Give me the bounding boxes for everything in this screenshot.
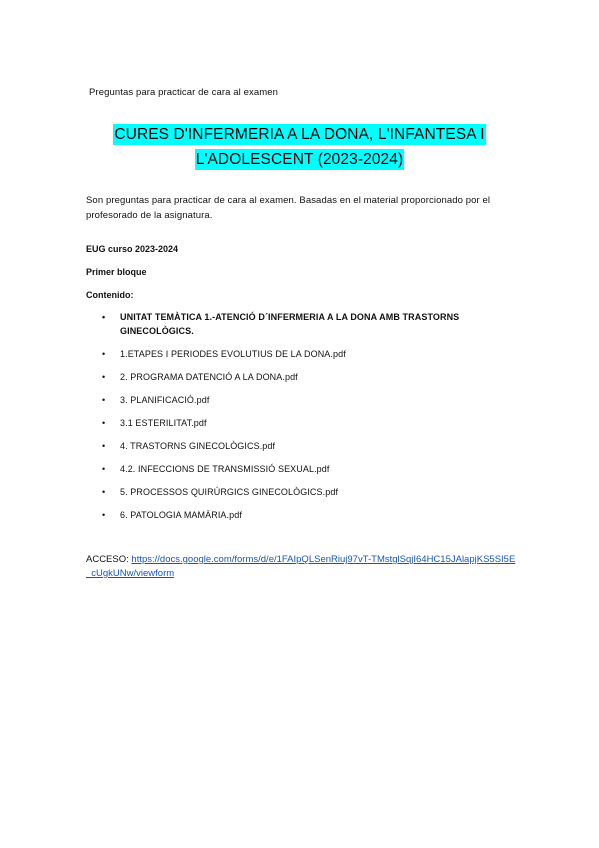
list-item-text: 4.2. INFECCIONS DE TRANSMISSIÓ SEXUAL.pdf: [120, 464, 330, 474]
list-item-text: 5. PROCESSOS QUIRÚRGICS GINECOLÒGICS.pdf: [120, 487, 339, 497]
title-line-1: CURES D'INFERMERIA A LA DONA, L'INFANTESA I: [114, 126, 485, 143]
title-line-2: L'ADOLESCENT (2023-2024): [195, 151, 404, 168]
list-item: [100, 462, 520, 476]
document-title: [0, 124, 599, 170]
access-link[interactable]: https://docs.google.com/forms/d/e/1FAIpQLSenRiuj97vT-TMstglSqjI64HC15JAlapjKS5SI5E_cUgkUNw/viewform: [86, 554, 516, 579]
list-item: [100, 310, 520, 338]
bullet-icon: •: [102, 441, 106, 451]
bullet-icon: •: [102, 464, 106, 474]
list-item-text: 3.1 ESTERILITAT.pdf: [120, 418, 207, 428]
list-item-text: UNITAT TEMÀTICA 1.-ATENCIÓ D´INFERMERIA A LA DONA AMB TRASTORNS GINECOLÒGICS.: [120, 312, 460, 336]
bullet-icon: •: [102, 487, 106, 497]
contents-list: [100, 310, 520, 531]
access-label: ACCESO:: [86, 554, 132, 565]
content-label: Contenido:: [86, 290, 134, 300]
list-item: [100, 485, 520, 499]
bullet-icon: •: [102, 510, 106, 520]
course-label: EUG curso 2023-2024: [86, 244, 179, 254]
list-item: [100, 416, 520, 430]
list-item-text: 3. PLANIFICACIÓ.pdf: [120, 395, 210, 405]
list-item: [100, 370, 520, 384]
list-item: [100, 393, 520, 407]
access-section: [86, 553, 516, 581]
bullet-icon: •: [102, 312, 106, 322]
bullet-icon: •: [102, 418, 106, 428]
list-item: [100, 439, 520, 453]
list-item-text: 4. TRASTORNS GINECOLÒGICS.pdf: [120, 441, 276, 451]
list-item-text: 2. PROGRAMA DATENCIÓ A LA DONA.pdf: [120, 372, 298, 382]
bullet-icon: •: [102, 349, 106, 359]
top-note: Preguntas para practicar de cara al examen: [89, 87, 279, 98]
list-item: [100, 347, 520, 361]
list-item-text: 6. PATOLOGIA MAMÀRIA.pdf: [120, 510, 242, 520]
list-item: [100, 508, 520, 522]
intro-paragraph: Son preguntas para practicar de cara al examen. Basadas en el material proporcionado por el profesorado de la asignatura.: [86, 195, 491, 221]
block-label: Primer bloque: [86, 267, 147, 277]
list-item-text: 1.ETAPES I PERIODES EVOLUTIUS DE LA DONA.pdf: [120, 349, 346, 359]
bullet-icon: •: [102, 372, 106, 382]
bullet-icon: •: [102, 395, 106, 405]
